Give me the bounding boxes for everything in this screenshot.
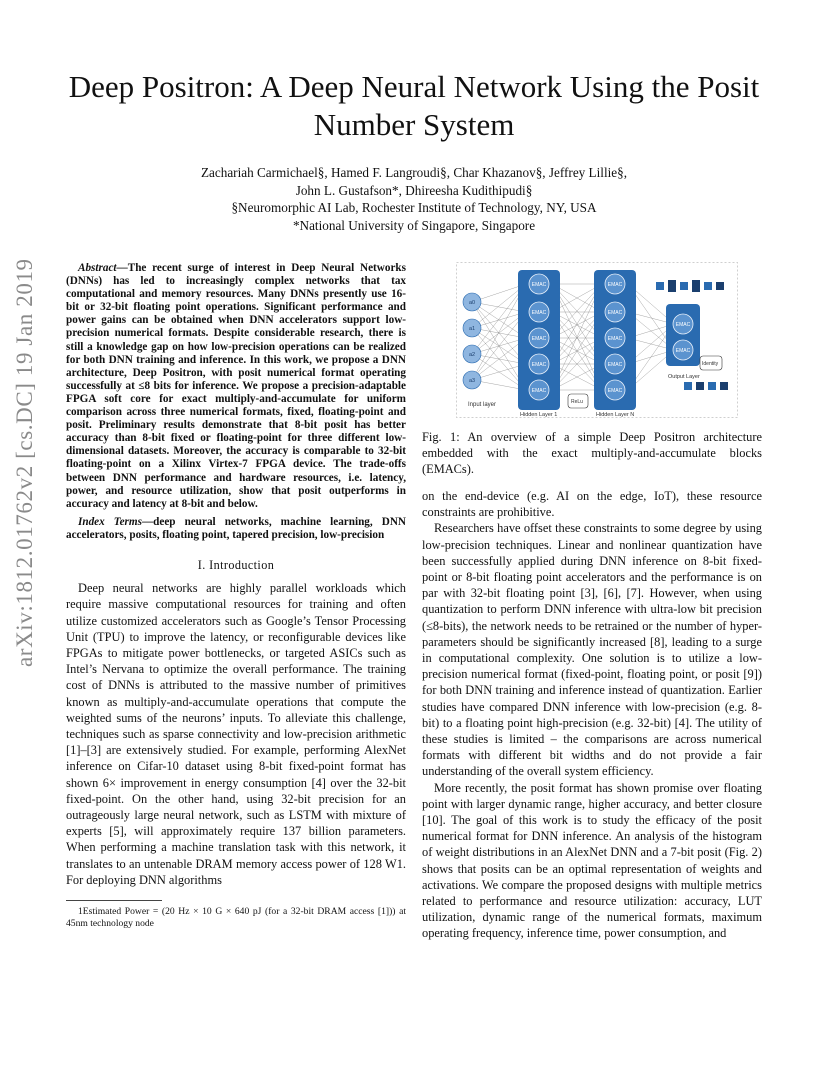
input-node-label: a1 — [468, 326, 476, 332]
emac-node-label: EMAC — [607, 388, 623, 394]
arxiv-watermark: arXiv:1812.01762v2 [cs.DC] 19 Jan 2019 — [12, 258, 37, 667]
index-terms — [66, 516, 406, 542]
input-node-label: a0 — [468, 300, 476, 306]
identity-label: Identity — [702, 361, 719, 367]
connection-edge — [472, 312, 526, 354]
connection-edge — [472, 312, 526, 380]
abstract-label: Abstract — [78, 262, 117, 274]
input-layer-label: Input layer — [468, 402, 497, 408]
input-node-label: a2 — [468, 352, 476, 358]
section-heading-introduction: I. Introduction — [197, 557, 275, 572]
output-layer-label: Output Layer — [668, 374, 700, 380]
right-paragraph-1: Researchers have offset these constraints to some degree by using low-precision techniques. Linear and nonlinear quantization have been successfully applied during DNN inference on 8-bit fixed-point or 8-bit floating point accelerators and the performance is on par with 32-bit floating point [3], [6], [7]. However, when using quantization to perform DNN inference with ultra-low bit precision (≤8-bits), the network needs to be retrained or the number of hyper-parameters should be significantly increased [8], leading to a surge in computational complexity. One solution is to utilize a low-precision numerical format (fixed-point, floating point, or posit [9]) for both DNN training and inference instead of quantization. Earlier studies have compared DNN inference with low-precision (e.g. 8-bit) to a floating point high-precision (e.g. 32-bit) [4]. The utility of these studies is limited – the comparisons are across numerical formats with different bit widths and do not provide a fair understanding of the overall system efficiency. — [422, 521, 762, 779]
emac-node-label: EMAC — [607, 362, 623, 368]
figure-deep-positron-overview — [456, 262, 738, 418]
abstract-text: —The recent surge of interest in Deep Neural Networks (DNNs) has led to increasingly complex networks that tax computational and memory resources. Many DNNs presently use 16-bit or 32-bit floating point operations. Significant performance and power gains can be obtained when DNN accelerators support low-precision numerical formats. Despite considerable research, there is still a knowledge gap on how low-precision operations can be realized for both DNN training and inference. In this work, we propose a DNN architecture, Deep Positron, with posit numerical format operating successfully at ≤8 bits for inference. We propose a precision-adaptable FPGA soft core for exact multiply-and-accumulate for uniform comparison across three numerical formats, fixed, floating-point and posit. Preliminary results demonstrate that 8-bit posit has better accuracy than 8-bit fixed or floating-point for three different low-dimensional datasets. Moreover, the accuracy is comparable to 32-bit floating-point on a Xilinx Virtex-7 FPGA device. The trade-offs between DNN performance and hardware resources, i.e. latency, power, and resource utilization, show that posit outperforms in accuracy and latency at 8-bit and below. — [66, 262, 406, 510]
hidden-layer-n-label: Hidden Layer N — [596, 412, 635, 418]
emac-node-label: EMAC — [531, 282, 547, 288]
footnote: 1Estimated Power = (20 Hz × 10 G × 640 pJ (for a 32-bit DRAM access [1])) at 45nm technology node — [66, 906, 406, 930]
emac-node-label: EMAC — [607, 336, 623, 342]
right-column — [422, 488, 762, 942]
right-paragraph-0: on the end-device (e.g. AI on the edge, IoT), these resource constraints are prohibitive. — [422, 489, 762, 520]
intro-paragraph-1: Deep neural networks are highly parallel workloads which require massive computational resources for training and often utilize customized accelerators such as Google’s Tensor Processing Unit (TPU) to improve the latency, or reconfigurable devices like FPGAs to mitigate power bottlenecks, or targeted ASICs such as Intel’s Nervana to optimize the overall performance. The training cost of DNNs is attributed to the massive number of primitives known as multiply-and-accumulate operations that compute the weighted sums of the neurons’ inputs. To alleviate this challenge, techniques such as sparse connectivity and low-precision arithmetic [1]–[3] are extensively studied. For example, performing AlexNet inference on Cifar-10 dataset using 8-bit fixed-point format has shown 6× improvement in energy consumption [4] over the 32-bit fixed-point. On the other hand, using 32-bit precision for an outrageously large neural network, such as LSTM with mixture of experts [5], will approximately require 137 billion parameters. When performing a machine translation task with this network, it translates to an untenable DRAM memory access power of 128 W1. For deploying DNN algorithms — [66, 581, 406, 887]
hidden-layer-1-label: Hidden Layer 1 — [520, 412, 558, 418]
emac-node-label: EMAC — [607, 310, 623, 316]
paper-title: Deep Positron: A Deep Neural Network Using the Posit Number System — [68, 69, 760, 142]
figure-1-caption: Fig. 1: An overview of a simple Deep Positron architecture embedded with the exact multiply-and-accumulate blocks (EMACs). — [422, 430, 762, 477]
abstract — [66, 262, 406, 511]
emac-node-label: EMAC — [607, 282, 623, 288]
emac-node-label: EMAC — [531, 362, 547, 368]
left-column — [66, 262, 406, 930]
edges — [472, 284, 674, 390]
authors-line-2: John L. Gustafson*, Dhireesha Kudithipudi§ — [295, 182, 533, 198]
right-paragraph-2: More recently, the posit format has shown promise over floating point with larger dynamic range, higher accuracy, and better closure [10]. The goal of this work is to study the efficacy of the posit numerical format for DNN inference. An analysis of the histogram of weight distributions in an AlexNet DNN and a 7-bit posit (Fig. 2) shows that posits can be an optimal representation of weights and activations. We compare the proposed designs with multiple metrics related to performance and resource utilization: accuracy, LUT utilization, dynamic range of the numerical formats, maximum operating frequency, inference time, power consumption, and — [422, 780, 762, 941]
emac-node-label: EMAC — [675, 322, 691, 328]
affiliation-2: *National University of Singapore, Singapore — [292, 217, 536, 233]
author-block — [100, 164, 728, 234]
affiliation-1: §Neuromorphic AI Lab, Rochester Institute of Technology, NY, USA — [231, 200, 597, 215]
index-terms-text: —deep neural networks, machine learning, DNN accelerators, posits, floating point, tapered precision, low-precision — [66, 515, 406, 541]
connection-edge — [472, 284, 526, 354]
index-terms-label: Index Terms — [78, 515, 142, 528]
authors-line-1: Zachariah Carmichael§, Hamed F. Langroudi§, Char Khazanov§, Jeffrey Lillie§, — [200, 165, 628, 180]
connection-edge — [472, 338, 526, 380]
input-node-label: a3 — [468, 378, 476, 384]
emac-node-label: EMAC — [531, 388, 547, 394]
footnote-rule — [66, 900, 162, 901]
emac-node-label: EMAC — [531, 336, 547, 342]
emac-node-label: EMAC — [531, 310, 547, 316]
relu-label: ReLu — [571, 399, 583, 405]
emac-node-label: EMAC — [675, 348, 691, 354]
